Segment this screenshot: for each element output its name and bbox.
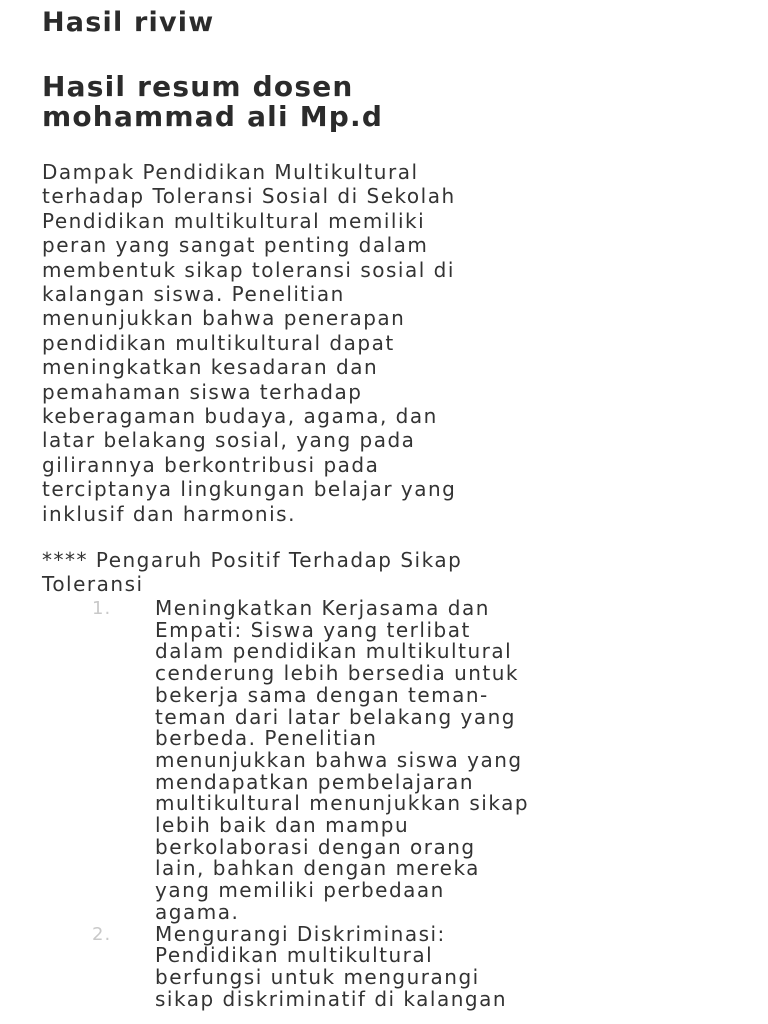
list-item-line: berbeda. Penelitian (155, 726, 378, 751)
review-title: Hasil riviw (42, 7, 215, 38)
list-item-line: teman dari latar belakang yang (155, 704, 516, 729)
paragraph-line: terciptanya lingkungan belajar yang (42, 477, 457, 502)
list-item-line: Mengurangi Diskriminasi: (155, 921, 446, 946)
paragraph-line: pemahaman siswa terhadap (42, 379, 363, 404)
section-heading (42, 548, 462, 597)
paragraph-line: Dampak Pendidikan Multikultural (42, 160, 419, 184)
paragraph-line: terhadap Toleransi Sosial di Sekolah (42, 184, 456, 209)
list-item (42, 598, 742, 924)
list-item-line: berkolaborasi dengan orang (155, 834, 476, 859)
list-item-line: Empati: Siswa yang terlibat (155, 617, 471, 642)
section-heading-line: **** Pengaruh Positif Terhadap Sikap (42, 548, 463, 572)
paragraph-line: peran yang sangat penting dalam (42, 233, 429, 258)
list-item-number: 1. (92, 598, 112, 619)
paragraph-line: keberagaman budaya, agama, dan (42, 404, 438, 429)
list-item-line: Pendidikan multikultural (155, 943, 434, 968)
paragraph-line: inklusif dan harmonis. (42, 501, 296, 526)
list-item-line: mendapatkan pembelajaran (155, 769, 474, 794)
list-item-line: yang memiliki perbedaan (155, 878, 445, 903)
list-item-line: lain, bahkan dengan mereka (155, 856, 480, 881)
list-item-line: sikap diskriminatif di kalangan (155, 986, 508, 1011)
paragraph-line: membentuk sikap toleransi sosial di (42, 257, 455, 282)
paragraph-line: menunjukkan bahwa penerapan (42, 306, 406, 331)
list-item-line: bekerja sama dengan teman- (155, 682, 489, 707)
paragraph-line: meningkatkan kesadaran dan (42, 355, 379, 380)
paragraph-line: kalangan siswa. Penelitian (42, 282, 345, 307)
list-item-line: menunjukkan bahwa siswa yang (155, 747, 523, 772)
list-item-line: Meningkatkan Kerjasama dan (155, 596, 490, 620)
list-item-line: agama. (155, 899, 240, 924)
resume-title-line: Hasil resum dosen (42, 70, 354, 103)
list-item-line: multikultural menunjukkan sikap (155, 791, 530, 816)
paragraph-line: latar belakang sosial, yang pada (42, 428, 416, 453)
intro-paragraph (42, 160, 456, 526)
resume-title-line: mohammad ali Mp.d (42, 100, 384, 133)
paragraph-line: pendidikan multikultural dapat (42, 330, 395, 355)
list-item-line: dalam pendidikan multikultural (155, 639, 513, 664)
numbered-list (42, 598, 742, 1010)
list-item-line: cenderung lebih bersedia untuk (155, 661, 520, 686)
list-item-line: berfungsi untuk mengurangi (155, 964, 480, 989)
paragraph-line: Pendidikan multikultural memiliki (42, 208, 426, 233)
list-item (42, 921, 742, 1011)
list-item-text (155, 598, 742, 924)
list-item-text (155, 921, 742, 1011)
paragraph-line: gilirannya berkontribusi pada (42, 452, 380, 477)
section-heading-line: Toleransi (42, 572, 144, 597)
resume-title (42, 72, 383, 132)
list-item-number: 2. (92, 923, 112, 945)
list-item-line: lebih baik dan mampu (155, 813, 410, 838)
